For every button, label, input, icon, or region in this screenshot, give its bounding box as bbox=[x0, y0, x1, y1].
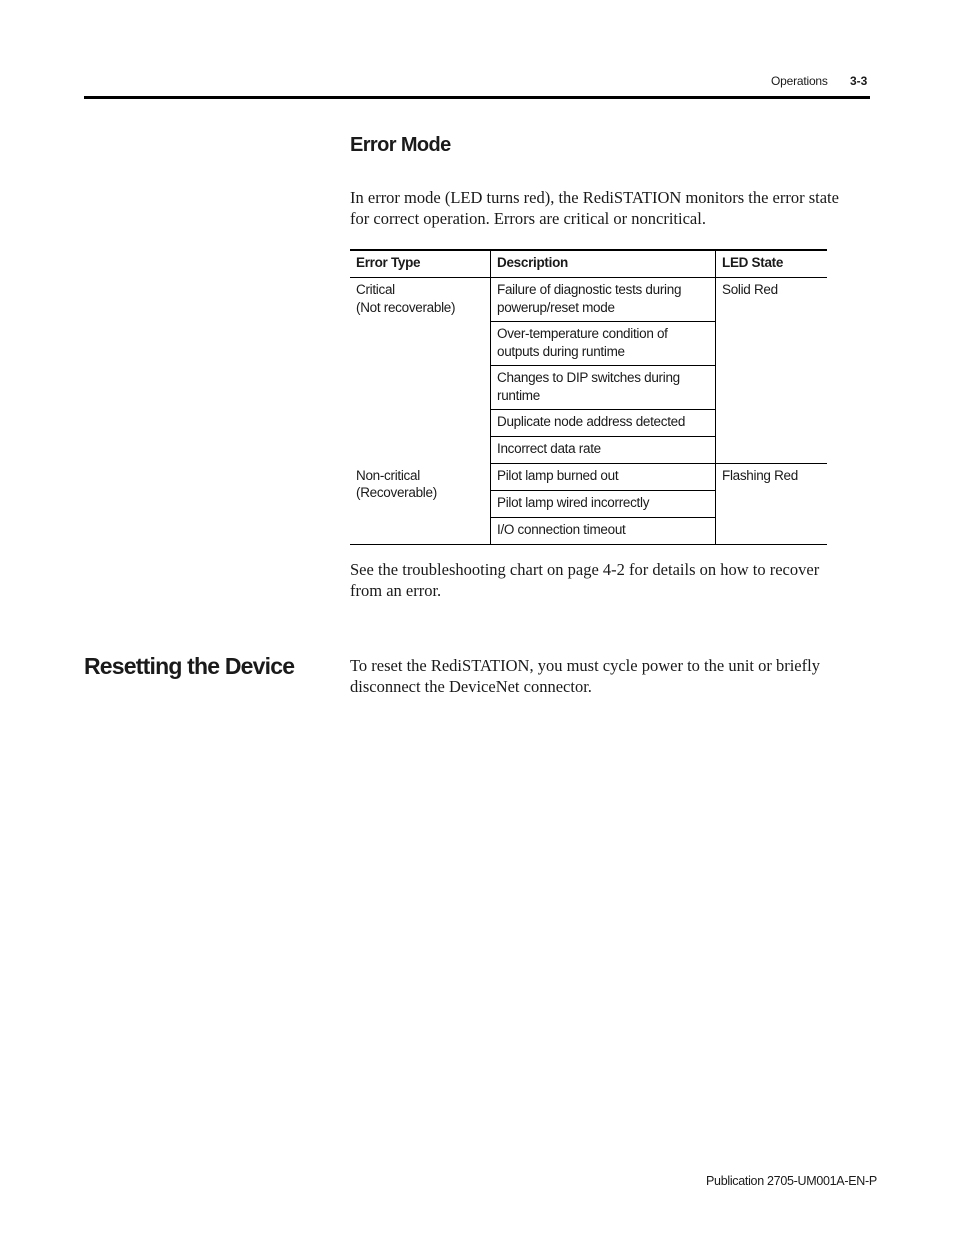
table-row bbox=[350, 278, 827, 322]
description-cell: Over-temperature condition of outputs during runtime bbox=[491, 322, 716, 366]
error-mode-heading: Error Mode bbox=[350, 134, 451, 156]
error-type-label: Non-critical bbox=[356, 467, 420, 483]
header-rule bbox=[84, 96, 870, 99]
description-cell: Pilot lamp burned out bbox=[491, 464, 716, 491]
error-type-table bbox=[350, 249, 827, 545]
col-header-error-type: Error Type bbox=[356, 255, 421, 270]
col-header-description: Description bbox=[491, 250, 716, 278]
resetting-heading: Resetting the Device bbox=[84, 653, 295, 679]
description-cell: I/O connection timeout bbox=[491, 518, 716, 545]
led-state-solid-red: Solid Red bbox=[716, 278, 828, 464]
description-cell: Duplicate node address detected bbox=[491, 410, 716, 437]
publication-footer: Publication 2705-UM001A-EN-P bbox=[706, 1174, 877, 1188]
error-type-sublabel: (Recoverable) bbox=[356, 485, 437, 500]
error-type-label: Critical bbox=[356, 282, 395, 297]
description-cell: Pilot lamp wired incorrectly bbox=[491, 491, 716, 518]
led-state-flashing-red: Flashing Red bbox=[716, 464, 828, 545]
error-type-noncritical bbox=[350, 464, 491, 545]
description-cell: Changes to DIP switches during runtime bbox=[491, 366, 716, 410]
error-mode-intro: In error mode (LED turns red), the RediSTATION monitors the error state for correct operation. Errors are critical or noncritical. bbox=[350, 188, 839, 228]
description-cell: Incorrect data rate bbox=[491, 437, 716, 464]
troubleshooting-reference: See the troubleshooting chart on page 4-2 for details on how to recover from an error. bbox=[350, 560, 820, 600]
resetting-text: To reset the RediSTATION, you must cycle power to the unit or briefly disconnect the DeviceNet connector. bbox=[350, 656, 820, 696]
error-type-critical bbox=[350, 278, 491, 464]
description-cell: Failure of diagnostic tests during powerup/reset mode bbox=[491, 278, 716, 322]
running-header-section: Operations bbox=[771, 74, 828, 88]
page-number: 3-3 bbox=[850, 74, 868, 88]
table-row bbox=[350, 464, 827, 491]
table-header-row bbox=[350, 250, 827, 278]
col-header-led-state: LED State bbox=[722, 255, 784, 270]
error-type-sublabel: (Not recoverable) bbox=[356, 299, 456, 315]
